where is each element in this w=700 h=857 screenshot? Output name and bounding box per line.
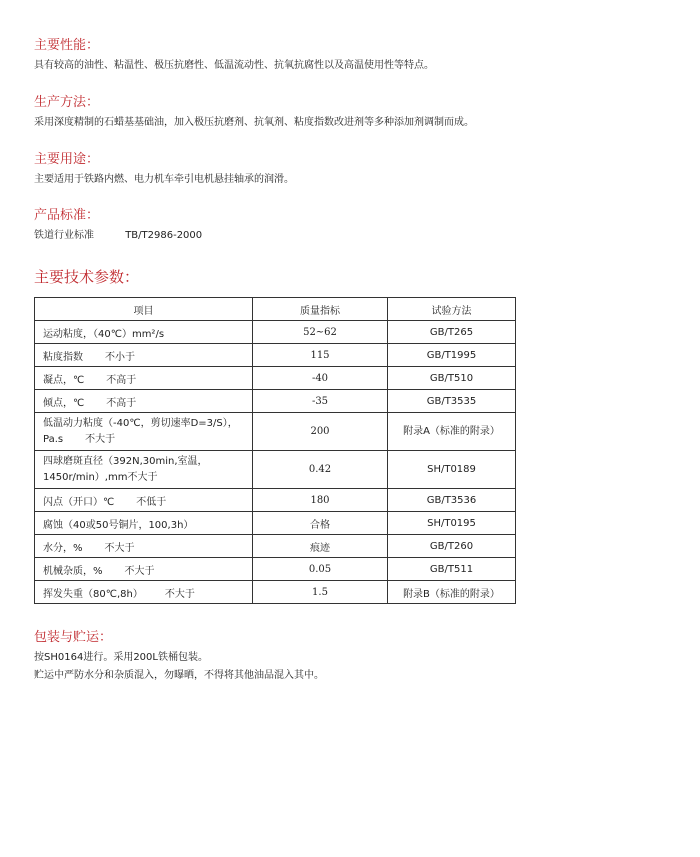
section-production-method	[34, 95, 474, 130]
package-heading: 包装与贮运：	[34, 630, 113, 645]
param-test-method: GB/T511	[388, 558, 516, 581]
section-package-transport	[34, 630, 324, 685]
param-item	[35, 413, 253, 451]
param-quality: 合格	[253, 512, 388, 535]
param-quality: 180	[253, 489, 388, 512]
param-item-label: 闪点（开口）℃	[43, 496, 115, 508]
param-item-label: 凝点，℃	[43, 374, 85, 386]
param-item-label: 四球磨斑直径（392N,30min,室温，1450r/min）,mm不大于	[43, 455, 208, 483]
param-item	[35, 535, 253, 558]
table-row	[35, 535, 516, 558]
table-row	[35, 558, 516, 581]
standard-code: TB/T2986-2000	[125, 230, 203, 241]
param-test-method: GB/T265	[388, 321, 516, 344]
param-quality: 52~62	[253, 321, 388, 344]
param-item	[35, 558, 253, 581]
param-quality: 痕迹	[253, 535, 388, 558]
use-text: 主要适用于铁路内燃、电力机车牵引电机悬挂轴承的润滑。	[34, 174, 294, 185]
param-item	[35, 321, 253, 344]
param-item	[35, 512, 253, 535]
param-item-label: 挥发失重（80℃,8h）	[43, 588, 143, 600]
param-item	[35, 489, 253, 512]
param-item	[35, 367, 253, 390]
method-heading: 生产方法：	[34, 95, 100, 110]
method-text: 采用深度精制的石蜡基基础油，加入极压抗磨剂、抗氧剂、粘度指数改进剂等多种添加剂调制而成。	[34, 117, 474, 128]
table-row	[35, 390, 516, 413]
param-quality: 0.05	[253, 558, 388, 581]
tech-params-title: 主要技术参数：	[34, 268, 140, 286]
package-line-2: 贮运中严防水分和杂质混入，勿曝晒，不得将其他油品混入其中。	[34, 670, 324, 681]
param-limit-label: 不大于	[164, 588, 195, 600]
param-item-label: 水分，%	[43, 542, 83, 554]
performance-text: 具有较高的油性、粘温性、极压抗磨性、低温流动性、抗氧抗腐性以及高温使用性等特点。	[34, 60, 434, 71]
table-header-row	[35, 298, 516, 321]
table-row	[35, 367, 516, 390]
table-row	[35, 344, 516, 367]
param-item-label: 运动粘度，（40℃）mm²/s	[43, 328, 165, 340]
param-test-method: 附录B（标准的附录）	[388, 581, 516, 604]
param-item	[35, 451, 253, 489]
param-limit-label: 不高于	[106, 374, 137, 386]
param-item-label: 腐蚀（40或50号铜片，100,3h）	[43, 519, 194, 531]
param-quality: -40	[253, 367, 388, 390]
param-quality: 200	[253, 413, 388, 451]
header-method: 试验方法	[388, 298, 516, 321]
param-item-label: 倾点，℃	[43, 397, 85, 409]
param-limit-label: 不高于	[106, 397, 137, 409]
table-row	[35, 581, 516, 604]
table-row	[35, 413, 516, 451]
param-quality: 1.5	[253, 581, 388, 604]
param-quality: 0.42	[253, 451, 388, 489]
performance-heading: 主要性能：	[34, 38, 100, 53]
param-quality: 115	[253, 344, 388, 367]
table-row	[35, 489, 516, 512]
param-test-method: GB/T3536	[388, 489, 516, 512]
param-item-label: 机械杂质，%	[43, 565, 103, 577]
param-test-method: GB/T260	[388, 535, 516, 558]
param-test-method: SH/T0189	[388, 451, 516, 489]
section-performance	[34, 38, 434, 73]
table-row	[35, 512, 516, 535]
header-quality: 质量指标	[253, 298, 388, 321]
standard-heading: 产品标准：	[34, 208, 100, 223]
param-test-method: GB/T3535	[388, 390, 516, 413]
param-item	[35, 344, 253, 367]
header-item: 项目	[35, 298, 253, 321]
param-test-method: 附录A（标准的附录）	[388, 413, 516, 451]
param-limit-label: 不低于	[136, 496, 167, 508]
param-item-label: 粘度指数	[43, 351, 83, 363]
param-quality: -35	[253, 390, 388, 413]
standard-label: 铁道行业标准	[34, 230, 94, 241]
standard-text	[34, 229, 202, 243]
param-limit-label: 不大于	[85, 433, 116, 445]
param-test-method: SH/T0195	[388, 512, 516, 535]
param-test-method: GB/T510	[388, 367, 516, 390]
param-item-label: 低温动力粘度（-40℃，剪切速率D=3/S），Pa.s	[43, 417, 238, 445]
param-limit-label: 不大于	[104, 542, 135, 554]
table-row	[35, 321, 516, 344]
table-row	[35, 451, 516, 489]
section-main-use	[34, 152, 294, 187]
param-limit-label: 不大于	[124, 565, 155, 577]
param-limit-label: 不小于	[105, 351, 135, 363]
use-heading: 主要用途：	[34, 152, 100, 167]
param-test-method: GB/T1995	[388, 344, 516, 367]
section-product-standard	[34, 208, 202, 243]
package-line-1: 按SH0164进行。采用200L铁桶包装。	[34, 652, 208, 663]
param-item	[35, 581, 253, 604]
param-item	[35, 390, 253, 413]
tech-params-table	[34, 297, 516, 604]
